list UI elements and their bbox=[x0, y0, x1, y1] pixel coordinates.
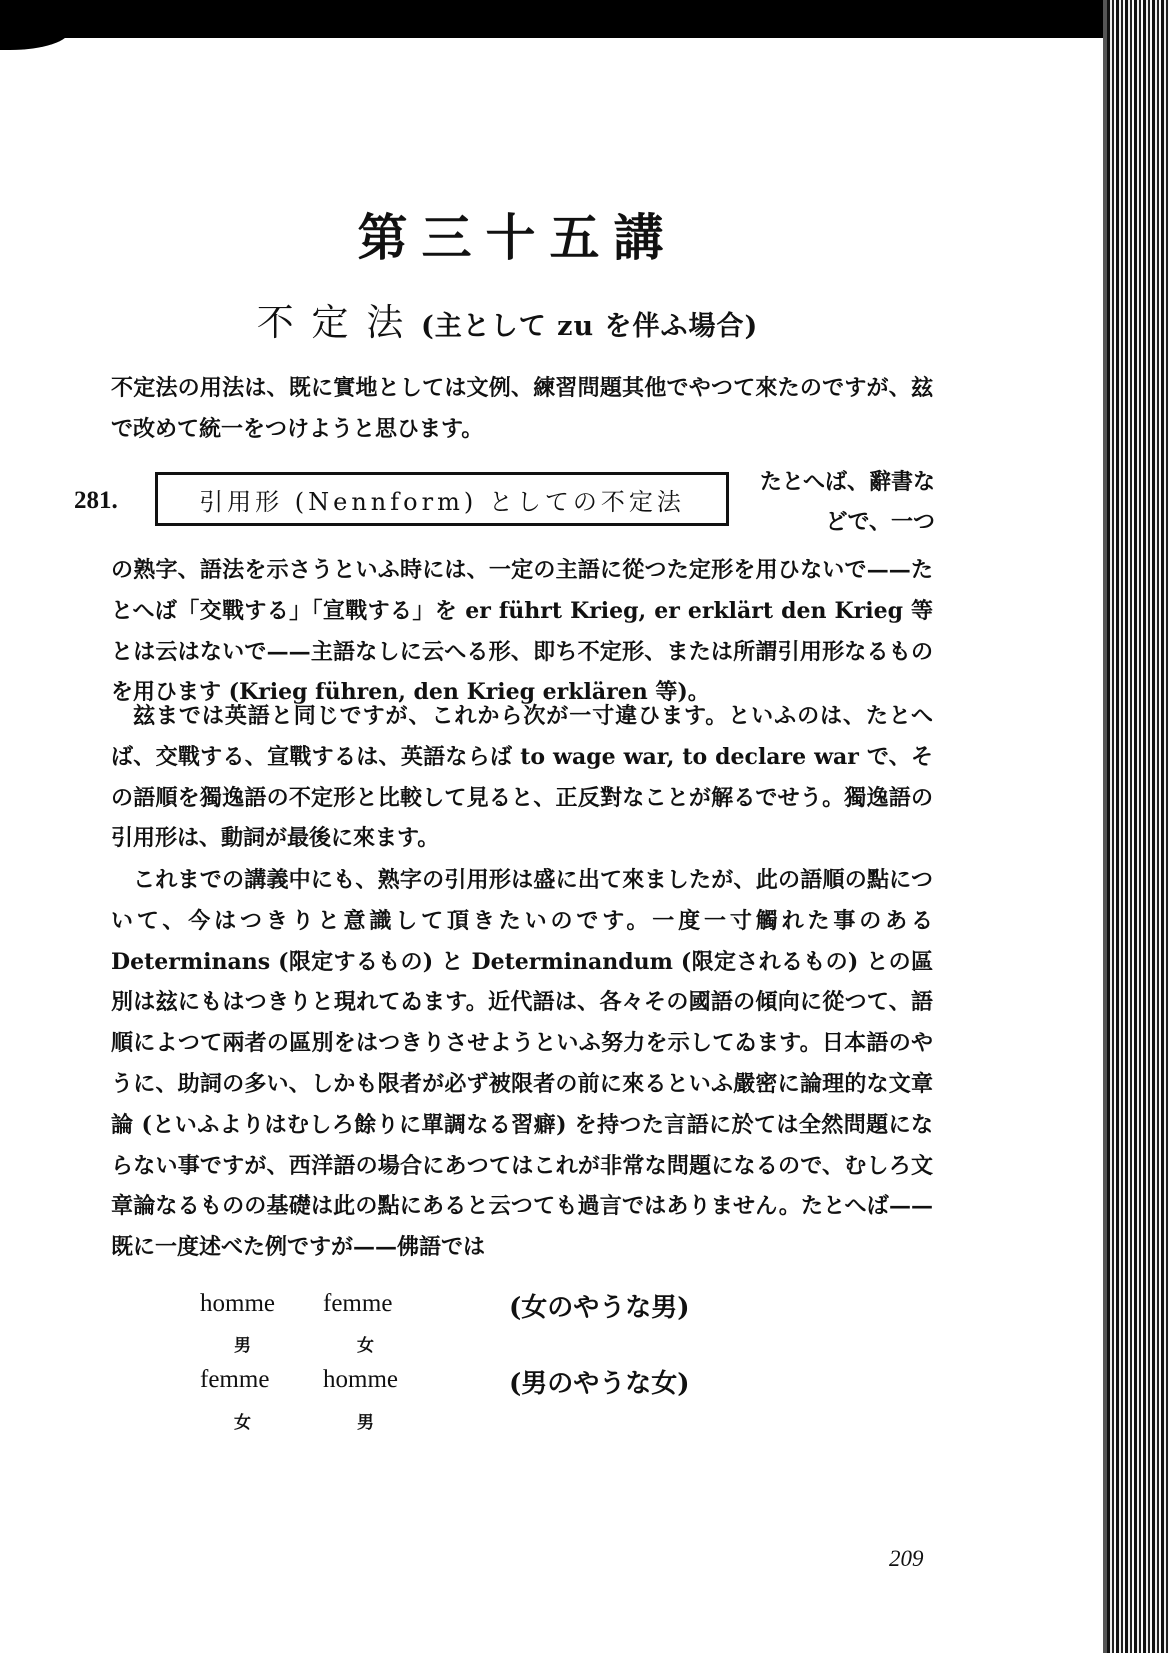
example-1-word1: homme bbox=[200, 1290, 275, 1317]
example-2-meaning: (男のやうな女) bbox=[509, 1369, 690, 1399]
section-side-text: たとへば、辭書などで、一つ bbox=[759, 469, 935, 535]
example-2-word1: femme bbox=[200, 1366, 270, 1393]
paragraph-intro: 不定法の用法は、既に實地としては文例、練習問題其他でやつて來たのですが、玆で改めて統一をつけようと思ひます。 bbox=[111, 375, 933, 442]
example-2-word2: homme bbox=[323, 1366, 398, 1393]
paragraph-after-heading: の熟字、語法を示さうといふ時には、一定の主語に從つた定形を用ひないで——たとへば「交戰する」「宣戰する」を er führt Krieg, er erklärt den Krieg 等とは云はないで——主語なしに云へる形、即ち不定形、または所謂引用形なるものを用ひます (Krieg führen, den Krieg erklären 等)。 bbox=[111, 557, 933, 706]
section-heading-box bbox=[155, 472, 729, 526]
book-spine-edge bbox=[1107, 0, 1169, 1653]
example-1-meaning: (女のやうな男) bbox=[509, 1293, 690, 1323]
example-1-gloss2: 女 bbox=[357, 1336, 374, 1356]
subtitle-paren: (主として zu を伴ふ場合) bbox=[420, 311, 759, 342]
example-1-gloss1: 男 bbox=[234, 1336, 251, 1356]
chapter-subtitle bbox=[0, 292, 1015, 346]
example-1-word2: femme bbox=[323, 1290, 393, 1317]
section-number: 281. bbox=[74, 487, 118, 514]
paragraph-english-compare: 玆までは英語と同じですが、これから次が一寸違ひます。といふのは、たとへば、交戰する、宣戰するは、英語ならば to wage war, to declare war で、その語順を獨逸語の不定形と比較して見ると、正反對なことが解るでせう。獨逸語の引用形は、動詞が最後に來ます。 bbox=[111, 703, 933, 852]
page-number: 209 bbox=[889, 1546, 924, 1571]
subtitle-main: 不 定 法 bbox=[256, 301, 421, 344]
chapter-title: 第三十五講 bbox=[357, 208, 678, 267]
paragraph-word-order: これまでの講義中にも、熟字の引用形は盛に出て來ましたが、此の語順の點について、今はつきりと意識して頂きたいのです。一度一寸觸れた事のある Determinans (限定するもの) と Determinandum (限定されるもの) との區別は玆にもはつきりと現れてゐます。近代語は、各々その國語の傾向に從つて、語順によつて兩者の區別をはつきりさせようといふ努力を示してゐます。日本語のやうに、助詞の多い、しかも限者が必ず被限者の前に來るといふ嚴密に論理的な文章論 (といふよりはむしろ餘りに單調なる習癖) を持つた言語に於ては全然問題にならない事ですが、西洋語の場合にあつてはこれが非常な問題になるので、むしろ文章論なるものの基礎は此の點にあると云つても過言ではありません。たとへば——既に一度述べた例ですが——佛語では bbox=[111, 867, 933, 1261]
example-2-gloss2: 男 bbox=[357, 1413, 374, 1433]
example-2-gloss1: 女 bbox=[234, 1413, 251, 1433]
section-heading: 引用形 (Nennform) としての不定法 bbox=[199, 487, 685, 516]
